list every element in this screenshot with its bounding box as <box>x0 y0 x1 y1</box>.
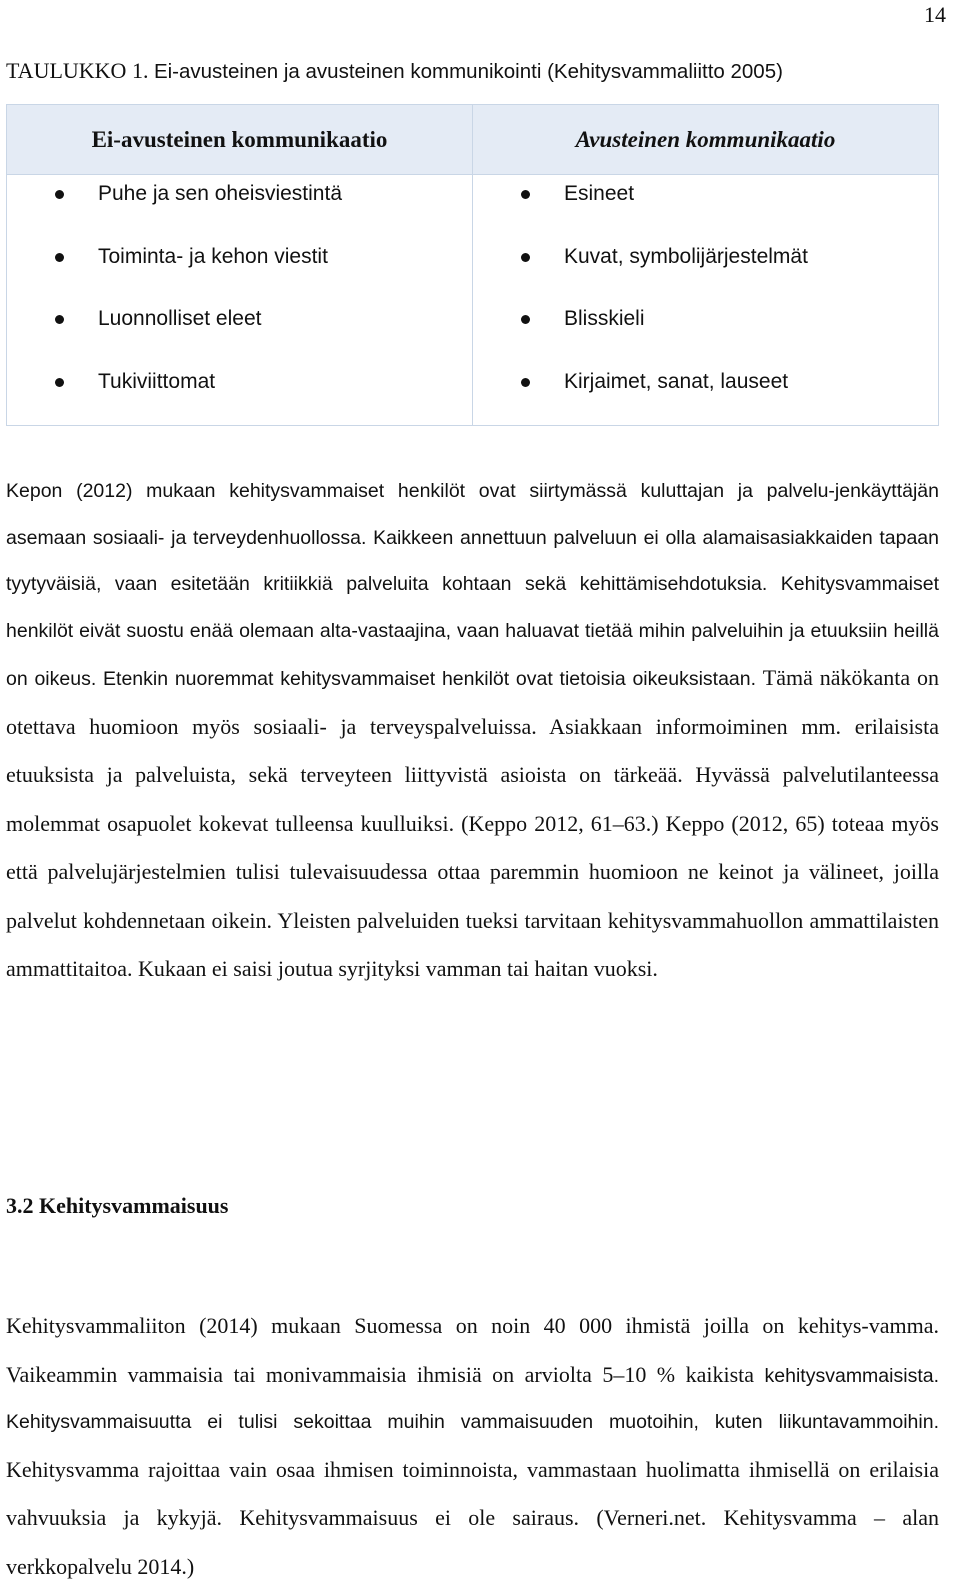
list-item-text: Kuvat, symbolijärjestelmät <box>564 244 808 268</box>
paragraph-segment: Kepon (2012) mukaan kehitysvammaiset henkilöt ovat siirtymässä kuluttajan ja palvelu-jenkäyttäjän asemaan sosiaali- ja terveydenhuollossa. Kaikkeen annettuun palveluun ei olla alamaisasiakkaiden tapaan tyytyväisiä, vaan esitetään kritiikkiä palveluita kohtaan sekä kehittämisehdotuksia. Kehitysvammaiset henkilöt eivät suostu enää olemaan alta-vastaajina, vaan haluavat tietää mihin palveluihin ja etuuksiin heillä on oikeus. Etenkin nuoremmat kehitysvammaiset henkilöt ovat tietoisia oikeuksistaan. <box>6 480 939 690</box>
list-item <box>53 363 472 426</box>
list-item <box>519 300 938 363</box>
table-caption <box>6 58 946 84</box>
table-caption-prefix: TAULUKKO 1. <box>6 58 154 83</box>
bullet-icon <box>521 378 530 387</box>
communication-table <box>6 104 939 426</box>
right-column-header: Avusteinen kommunikaatio <box>473 105 939 175</box>
list-item-text: Esineet <box>564 182 635 205</box>
list-item-text: Blisskieli <box>564 307 645 330</box>
paragraph-segment: Kehitysvamma rajoittaa vain osaa ihmisen toiminnoista, vammastaan huolimatta ihmisellä on erilaisia vahvuuksia ja kykyjä. Kehitysvammaisuus ei ole sairaus. (Verneri.net. Kehitysvamma – alan verkkopalvelu 2014.) <box>6 1456 939 1579</box>
list-item-text: Puhe ja sen oheisviestintä <box>98 182 342 205</box>
list-item-text: Tukiviittomat <box>98 369 216 393</box>
list-item <box>53 238 472 301</box>
body-paragraph-2 <box>6 1303 939 1592</box>
list-item-text: Luonnolliset eleet <box>98 307 262 330</box>
list-item <box>519 363 938 426</box>
list-item-text: Kirjaimet, sanat, lauseet <box>564 369 789 393</box>
list-item <box>53 300 472 363</box>
paragraph-segment: Kehitysvammaliiton (2014) mukaan Suomessa on noin 40 000 ihmistä joilla on kehitys-vamma. Vaikeammin vammaisia tai monivammaisia ihmisiä on arviolta 5–10 % kaikista <box>6 1313 939 1387</box>
paragraph-segment: Tämä näkökanta on otettava huomioon myös sosiaali- ja terveyspalveluissa. Asiakkaan informoiminen mm. erilaisista etuuksista ja palveluista, sekä terveyteen liittyvistä asioista on tärkeää. Hyvässä palvelutilanteessa molemmat osapuolet kokevat tulleensa kuulluiksi. (Keppo 2012, 61–63.) Keppo (2012, 65) toteaa myös että palvelujärjestelmien tulisi tulevaisuudessa ottaa paremmin huomioon ne keinot ja välineet, joilla palvelut kohdennetaan oikein. Yleisten palveluiden tueksi tarvitaan kehitysvammahuollon ammattilaisten ammattitaitoa. Kukaan ei saisi joutua syrjityksi vamman tai haitan vuoksi. <box>6 665 939 981</box>
list-item <box>519 175 938 238</box>
list-item <box>519 238 938 301</box>
page-number: 14 <box>924 2 946 27</box>
left-column-header: Ei-avusteinen kommunikaatio <box>7 105 473 175</box>
right-column-cell <box>473 175 939 426</box>
table-caption-title: Ei-avusteinen ja avusteinen kommunikointi (Kehitysvammaliitto 2005) <box>153 60 783 83</box>
left-column-cell <box>7 175 473 426</box>
right-bullet-list <box>473 175 938 425</box>
bullet-icon <box>55 315 64 324</box>
bullet-icon <box>55 253 64 262</box>
bullet-icon <box>55 190 64 199</box>
bullet-icon <box>521 315 530 324</box>
bullet-icon <box>521 190 530 199</box>
left-bullet-list <box>7 175 472 425</box>
list-item <box>53 175 472 238</box>
bullet-icon <box>521 253 530 262</box>
body-paragraph-1 <box>6 469 939 995</box>
list-item-text: Toiminta- ja kehon viestit <box>98 244 328 268</box>
paragraph-segment: kehitysvammaisista. Kehitysvammaisuutta ei tulisi sekoittaa muihin vammaisuuden muotoihin, kuten liikuntavammoihin. <box>6 1364 939 1433</box>
section-heading: 3.2 Kehitysvammaisuus <box>6 1193 229 1218</box>
bullet-icon <box>55 378 64 387</box>
